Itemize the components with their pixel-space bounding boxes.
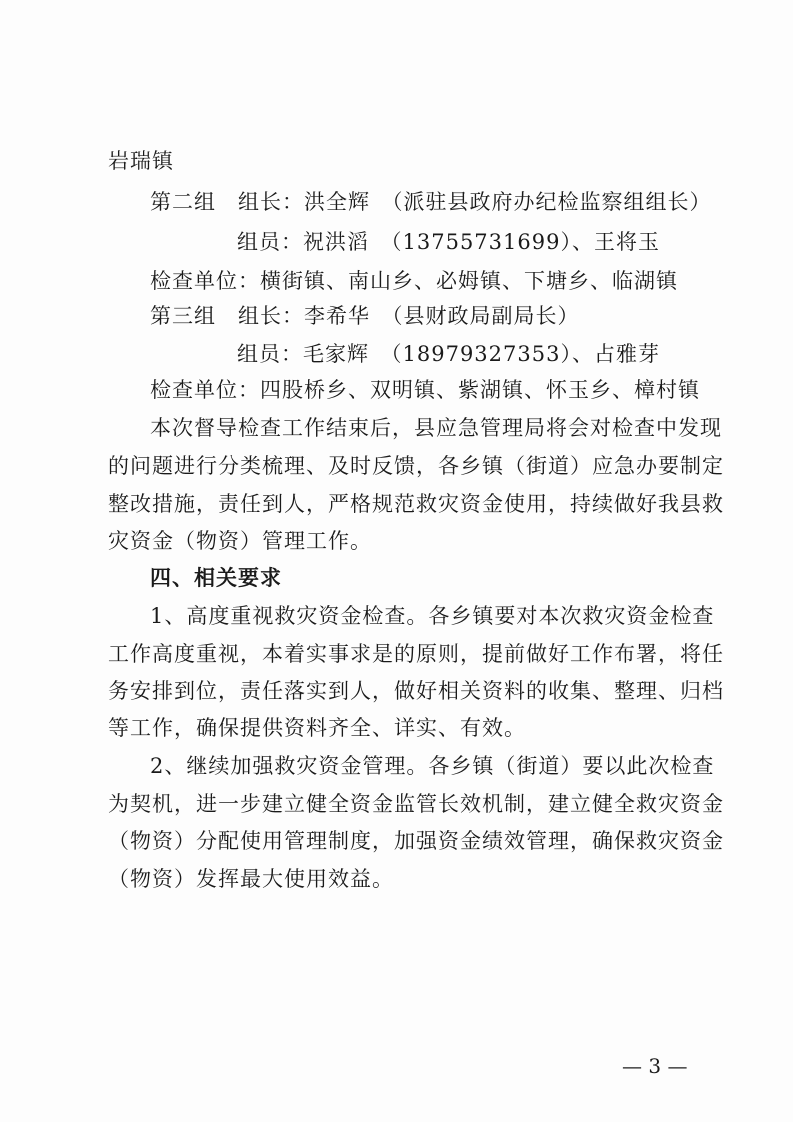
paragraph-line: 整改措施，责任到人，严格规范救灾资金使用，持续做好我县救 (108, 492, 724, 516)
paragraph-line: 本次督导检查工作结束后，县应急管理局将会对检查中发现 (150, 416, 722, 440)
text-line-group3-leader: 第三组 组长：李希华 （县财政局副局长） (150, 304, 580, 328)
page-number: — 3 — (622, 1054, 688, 1078)
text-line-group3-members: 组员：毛家辉 （18979327353）、占雅芽 (237, 342, 660, 366)
paragraph-line: 务安排到位，责任落实到人，做好相关资料的收集、整理、归档 (108, 679, 724, 703)
paragraph-line: 工作高度重视，本着实事求是的原则，提前做好工作布署，将任 (108, 642, 724, 666)
paragraph-line: 等工作，确保提供资料齐全、详实、有效。 (108, 716, 526, 740)
paragraph-line: 灾资金（物资）管理工作。 (108, 529, 372, 553)
paragraph-line: （物资）分配使用管理制度，加强资金绩效管理，确保救灾资金 (108, 829, 724, 853)
text-line-group2-members: 组员：祝洪滔 （13755731699）、王将玉 (237, 230, 660, 254)
paragraph-line: 2、继续加强救灾资金管理。各乡镇（街道）要以此次检查 (150, 754, 715, 778)
paragraph-line: （物资）发挥最大使用效益。 (108, 867, 394, 891)
paragraph-line: 1、高度重视救灾资金检查。各乡镇要对本次救灾资金检查 (150, 604, 715, 628)
text-line-group2-units: 检查单位：横街镇、南山乡、必姆镇、下塘乡、临湖镇 (150, 269, 678, 293)
paragraph-line: 的问题进行分类梳理、及时反馈，各乡镇（街道）应急办要制定 (108, 454, 724, 478)
paragraph-line: 为契机，进一步建立健全资金监管长效机制，建立健全救灾资金 (108, 792, 724, 816)
text-line-group3-units: 检查单位：四股桥乡、双明镇、紫湖镇、怀玉乡、樟村镇 (150, 378, 700, 402)
text-line-town: 岩瑞镇 (108, 149, 174, 173)
section-heading: 四、相关要求 (150, 566, 282, 590)
text-line-group2-leader: 第二组 组长：洪全辉 （派驻县政府办纪检监察组组长） (150, 190, 712, 214)
